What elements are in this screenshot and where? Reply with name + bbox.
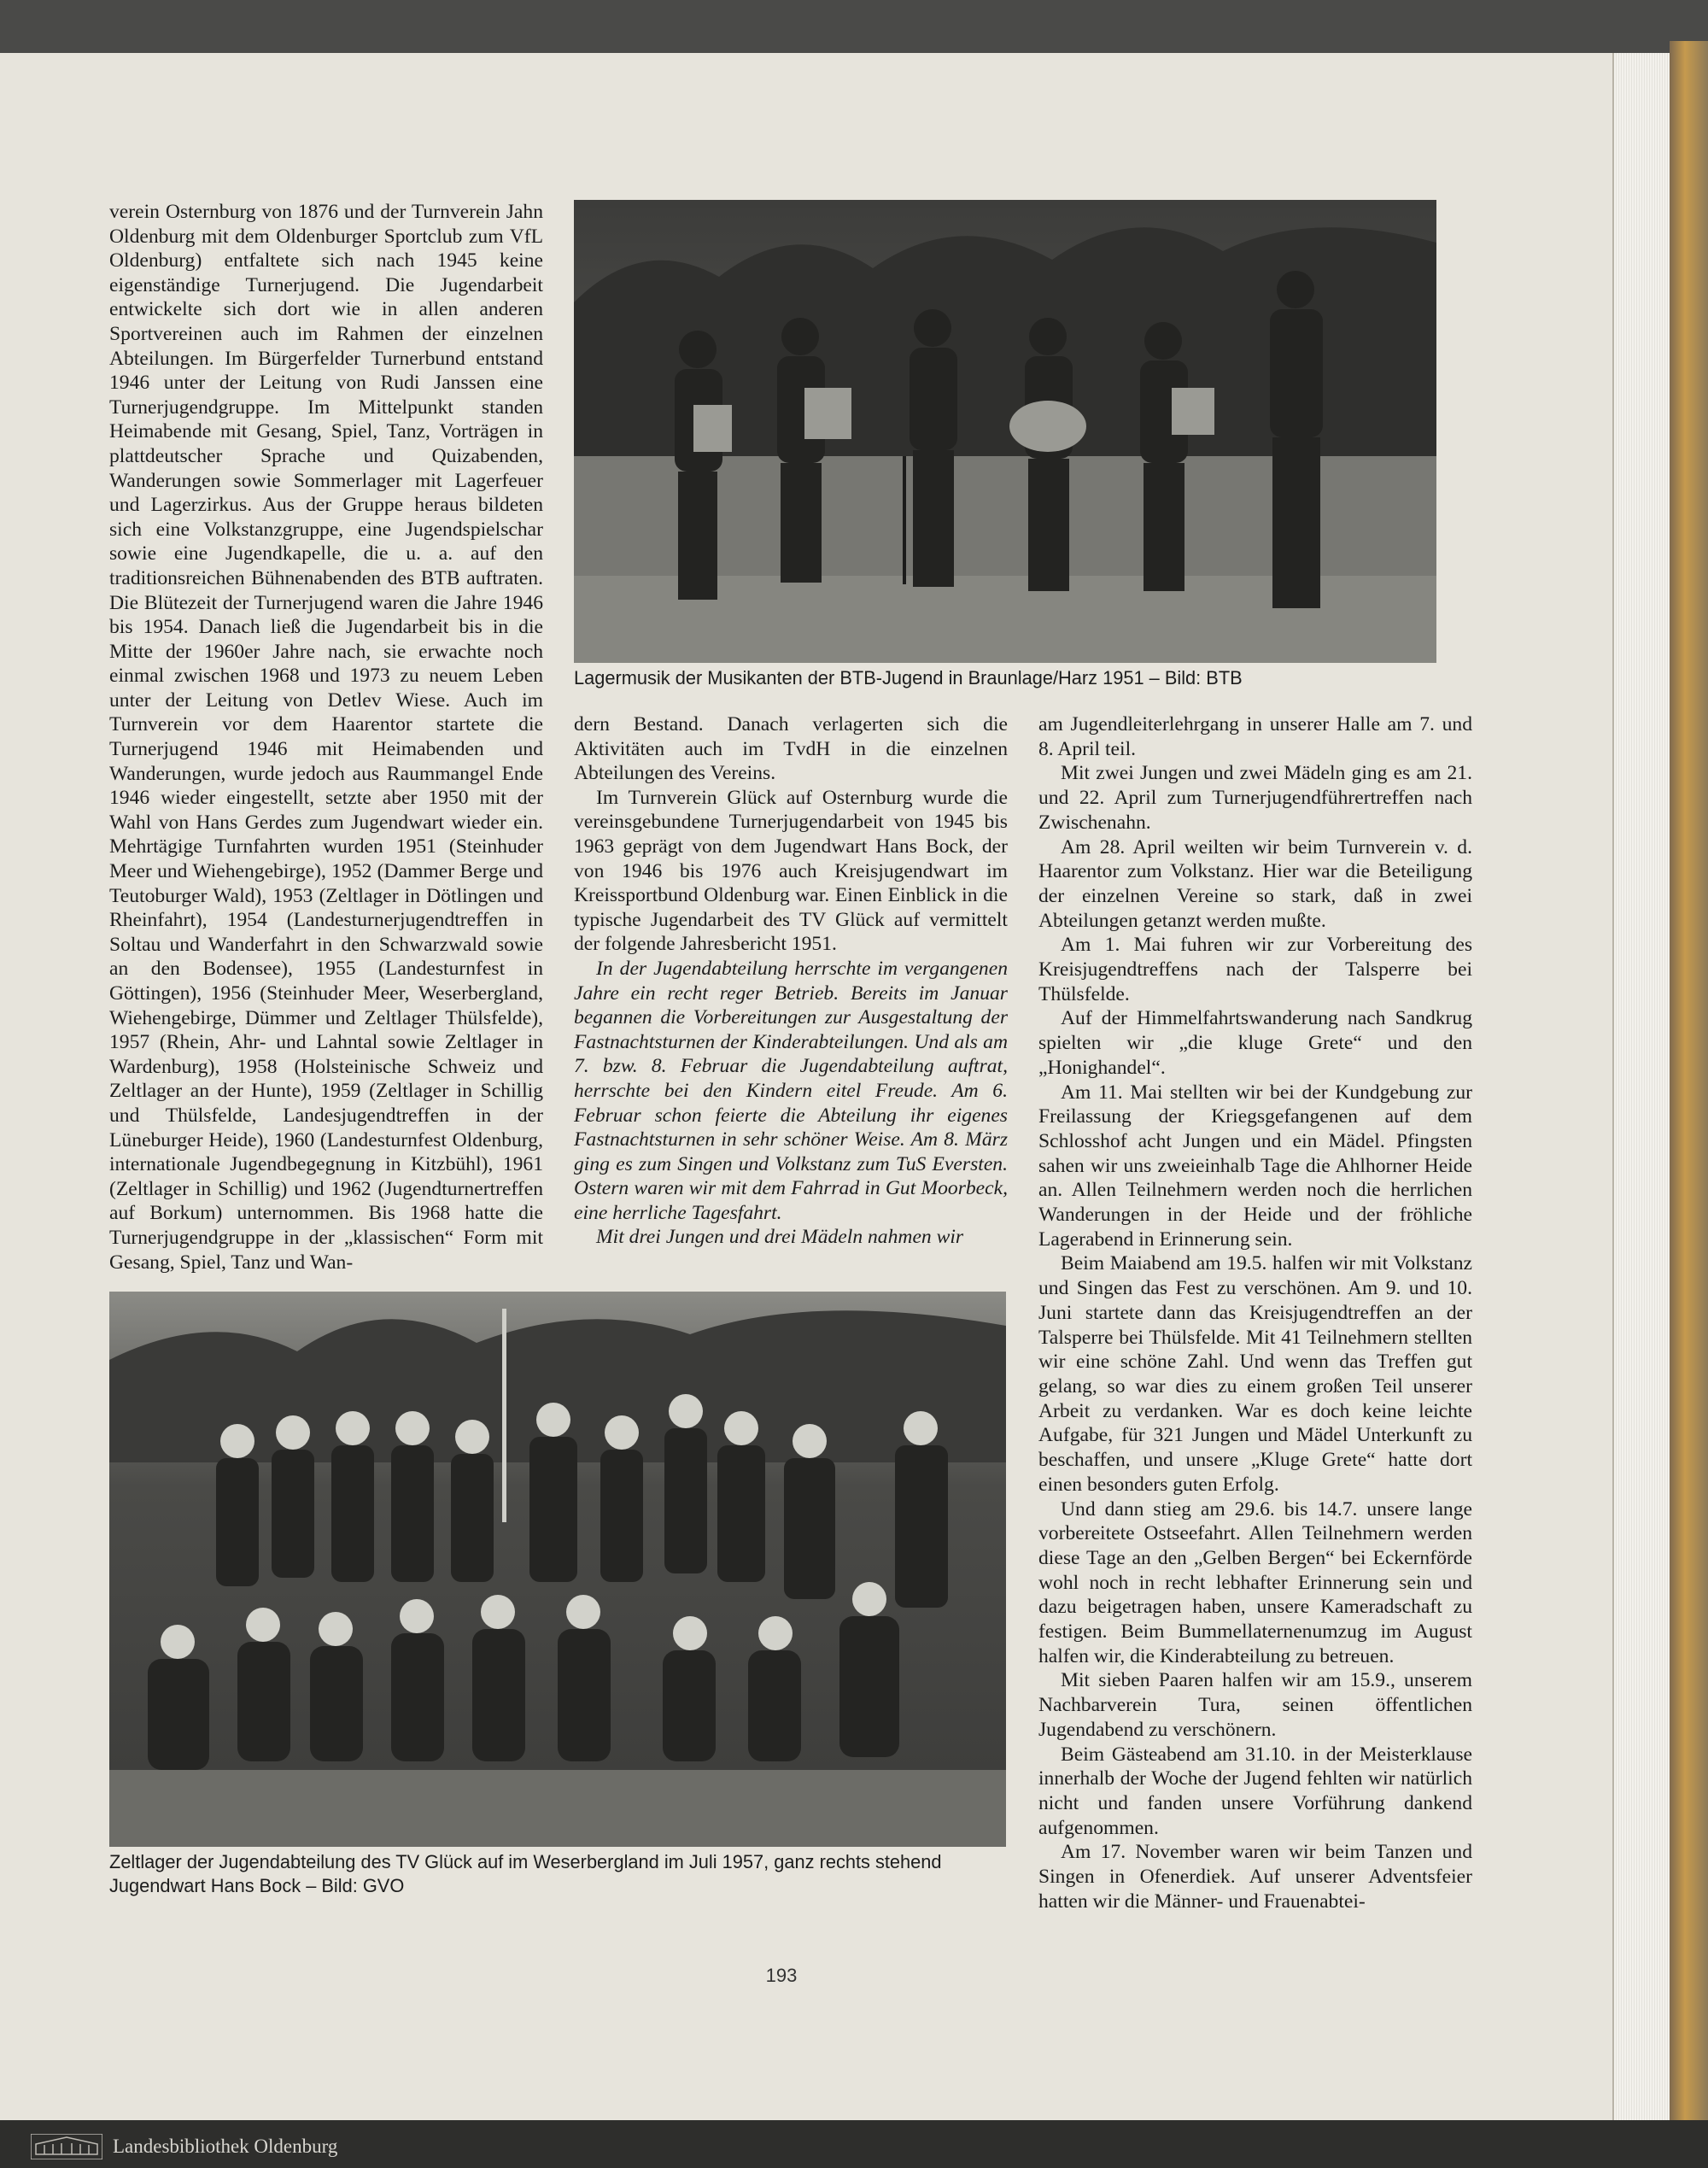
footer-bar xyxy=(0,2120,1708,2168)
photo-tv-glueck-zeltlager xyxy=(109,1292,1006,1847)
photo2-caption-line-2: Jugendwart Hans Bock – Bild: GVO xyxy=(109,1875,405,1896)
text-column-2 xyxy=(574,712,1008,1250)
col3-paragraph: Beim Gästeabend am 31.10. in der Meisterklause innerhalb der Woche der Jugend fehlten wir natürlich nicht und fanden unsere Vorführung dankend aufgenommen. xyxy=(1038,1743,1472,1839)
col3-paragraph: Auf der Himmelfahrtswanderung nach Sandkrug spielten wir „die kluge Grete“ und den „Honighandel“. xyxy=(1038,1007,1472,1079)
col3-paragraph: Beim Maiabend am 19.5. halfen wir mit Volkstanz und Singen das Fest zu verschönen. Am 9. und 10. Juni startete dann das Kreisjugendtreffen an der Talsperre bei Thülsfelde. Mit 41 Teilnehmern stellten wir eine schöne Zahl. Und wenn das Treffen gut gelang, so war dies zu einem großen Teil unserer Arbeit zu verdanken. War es doch keine leichte Aufgabe, für 321 Jungen und Mädel Unterkunft zu beschaffen, und unsere „Kluge Grete“ hatte dort einen besonders guten Erfolg. xyxy=(1038,1252,1472,1496)
book-cover-edge xyxy=(1670,41,1708,2151)
photo-btb-jugend-music xyxy=(574,200,1436,663)
col2-paragraph-italic: In der Jugendabteilung herrschte im vergangenen Jahre ein recht reger Betrieb. Bereits im Januar begannen die Vorbereitungen zur Ausgestaltung der Fastnachtsturnen der Kinderabteilungen. Und als am 7. bzw. 8. Februar die Jugendabteilung auftrat, herrschte bei den Kindern eitel Freude. Am 6. Februar schon feierte die Abteilung ihr eigenes Fastnachtsturnen in sehr schöner Weise. Am 8. März ging es zum Singen und Volkstanz zum TuS Eversten. Ostern waren wir mit dem Fahrrad in Gut Moorbeck, eine herrliche Tagesfahrt. xyxy=(574,957,1008,1224)
col2-paragraph-italic: Mit drei Jungen und drei Mädeln nahmen wir xyxy=(596,1226,964,1249)
col3-paragraph: am Jugendleiterlehrgang in unserer Halle am 7. und 8. April teil. xyxy=(1038,713,1472,760)
col3-paragraph: Am 1. Mai fuhren wir zur Vorbereitung des Kreisjugendtreffens nach der Talsperre bei Thülsfelde. xyxy=(1038,934,1472,1005)
photo-btb-illustration xyxy=(574,200,1436,663)
photo1-caption: Lagermusik der Musikanten der BTB-Jugend in Braunlage/Harz 1951 – Bild: BTB xyxy=(574,667,1243,688)
photo2-caption xyxy=(109,1850,1049,1898)
photo-zeltlager-illustration xyxy=(109,1292,1006,1847)
col2-paragraph: Im Turnverein Glück auf Osternburg wurde die vereinsgebundene Turnerjugendarbeit von 1945 bis 1963 geprägt von dem Jugendwart Hans Bock, der von 1946 bis 1976 auch Kreisjugendwart im Kreissportbund Oldenburg war. Einen Einblick in die typische Jugendarbeit des TV Glück auf vermittelt der folgende Jahresbericht 1951. xyxy=(574,786,1008,956)
col2-paragraph: dern Bestand. Danach verlagerten sich die Aktivitäten auch im TvdH in die einzelnen Abteilungen des Vereins. xyxy=(574,713,1008,785)
page-number: 193 xyxy=(765,1965,798,1986)
text-column-3 xyxy=(1038,712,1472,1913)
col3-paragraph: Und dann stieg am 29.6. bis 14.7. unsere lange vorbereitete Ostseefahrt. Allen Teilnehmern werden diese Tage an den „Gelben Bergen“ bei Eckernförde wohl noch in recht lebhafter Erinnerung sein und dazu beigetragen haben, unsere Kameradschaft zu festigen. Beim Bummellaternenumzug im August halfen wir, die Kinderabteilung zu betreuen. xyxy=(1038,1497,1472,1667)
col3-paragraph: Mit sieben Paaren halfen wir am 15.9., unserem Nachbarverein Tura, seinen öffentlichen Jugendabend zu verschönern. xyxy=(1038,1669,1472,1741)
text-column-1 xyxy=(109,200,543,1274)
col3-paragraph: Am 11. Mai stellten wir bei der Kundgebung zur Freilassung der Kriegsgefangenen auf dem Schlosshof acht Jungen und ein Mädel. Pfingsten sahen wir uns zweieinhalb Tage die Ahlhorner Heide an. Allen Teilnehmern werden noch die herrlichen Wanderungen in der Heide und der fröhliche Lagerabend in Erinnerung sein. xyxy=(1038,1081,1472,1251)
library-building-icon xyxy=(31,2134,102,2159)
photo2-caption-line-1: Zeltlager der Jugendabteilung des TV Glück auf im Weserbergland im Juli 1957, ganz rechts stehend xyxy=(109,1851,942,1872)
col1-paragraph: verein Osternburg von 1876 und der Turnverein Jahn Oldenburg mit dem Oldenburger Sportclub zum VfL Oldenburg) entfaltete sich nach 1945 keine eigenständige Turnerjugend. Die Jugendarbeit entwickelte sich dort wie in allen anderen Sportvereinen auch im Rahmen der einzelnen Abteilungen. Im Bürgerfelder Turnerbund entstand 1946 unter der Leitung von Rudi Janssen eine Turnerjugendgruppe. Im Mittelpunkt standen Heimabende mit Gesang, Spiel, Tanz, Vorträgen in plattdeutscher Sprache und Quizabenden, Wanderungen sowie Sommerlager mit Lagerfeuer und Lagerzirkus. Aus der Gruppe heraus bildeten sich eine Volkstanzgruppe, eine Jugendspielschar sowie eine Jugendkapelle, die u. a. auf den traditionsreichen Bühnenabenden des BTB auftraten. Die Blütezeit der Turnerjugend waren die Jahre 1946 bis 1954. Danach ließ die Jugendarbeit bis in die Mitte der 1960er Jahre nach, sie erwachte noch einmal zwischen 1968 und 1973 zu neuem Leben unter der Leitung von Detlev Wiese. Auch im Turnverein vor dem Haarentor startete die Turnerjugend 1946 mit Heimabenden und Wanderungen, wurde jedoch aus Raummangel Ende 1946 wieder eingestellt, setzte aber 1950 mit der Wahl von Hans Gerdes zum Jugendwart wieder ein. Mehrtägige Turnfahrten wurden 1951 (Steinhuder Meer und Wiehengebirge), 1952 (Dammer Berge und Teutoburger Wald), 1953 (Zeltlager in Dötlingen und Rheinfahrt), 1954 (Landesturnerjugendtreffen in Soltau und Wanderfahrt in den Schwarzwald sowie an den Bodensee), 1955 (Landesturnfest in Göttingen), 1956 (Steinhuder Meer, Weserbergland, Wiehengebirge, Dümmer und Zeltlager Thülsfelde), 1957 (Rhein, Ahr- und Lahntal sowie Zeltlager in Wardenburg), 1958 (Holsteinische Schweiz und Zeltlager an der Hunte), 1959 (Zeltlager in Schillig und Thülsfelde, Landesjugendtreffen in der Lüneburger Heide), 1960 (Landesturnfest Oldenburg, internationale Jugendbegegnung in Kitzbühl), 1961 (Zeltlager in Schillig) und 1962 (Jugendturnertreffen auf Borkum) unternommen. Bis 1968 hatte die Turnerjugendgruppe in der „klassischen“ Form mit Gesang, Spiel, Tanz und Wan- xyxy=(109,201,543,1274)
library-name: Landesbibliothek Oldenburg xyxy=(113,2136,338,2157)
col3-paragraph: Am 28. April weilten wir beim Turnverein v. d. Haarentor zum Volkstanz. Hier war die Beteiligung der einzelnen Vereine so stark, daß in zwei Abteilungen getanzt werden mußte. xyxy=(1038,835,1472,932)
col3-paragraph: Am 17. November waren wir beim Tanzen und Singen in Ofenerdiek. Auf unserer Adventsfeier hatten wir die Männer- und Frauenabtei- xyxy=(1038,1841,1472,1913)
col3-paragraph: Mit zwei Jungen und zwei Mädeln ging es am 21. und 22. April zum Turnerjugendführertreffen nach Zwischenahn. xyxy=(1038,762,1472,834)
